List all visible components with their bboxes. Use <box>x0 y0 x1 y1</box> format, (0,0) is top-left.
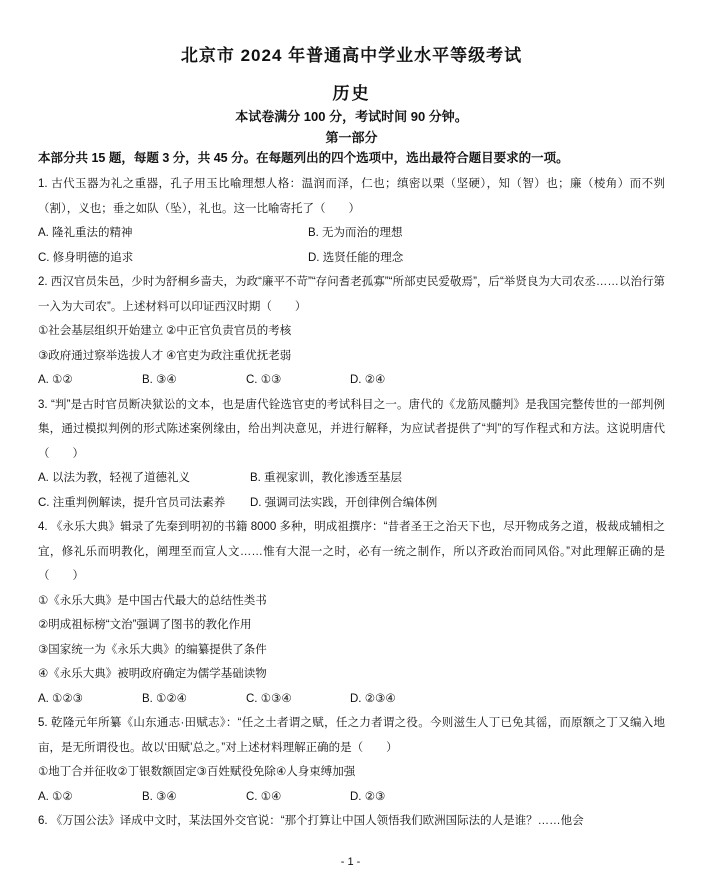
question-2-subitem-3: ③政府通过察举选拔人才 <box>38 349 164 362</box>
question-5-answers <box>38 785 665 810</box>
question-2-answers <box>38 368 665 393</box>
question-5-subitem-3: ③百姓赋役免除 <box>196 766 276 778</box>
question-5-answer-a: A. ①② <box>38 790 73 803</box>
question-4-answer-b: B. ①②④ <box>142 692 187 705</box>
part-one-title: 第一部分 <box>325 130 378 145</box>
question-4-answer-a: A. ①②③ <box>38 692 83 705</box>
question-5-answer-b: B. ③④ <box>142 790 177 803</box>
part-one-instruction: 本部分共 15 题，每题 3 分，共 45 分。在每题列出的四个选项中，选出最符合题目要求的一项。 <box>38 151 569 165</box>
question-5-subitem-4: ④人身束缚加强 <box>275 766 356 778</box>
exam-title: 北京市 2024 年普通高中学业水平等级考试 <box>180 46 523 65</box>
question-3-option-b: B. 重视家训，教化渗透至基层 <box>250 472 403 484</box>
exam-info: 本试卷满分 100 分，考试时间 90 分钟。 <box>235 109 468 124</box>
question-5-stem: 5. 乾隆元年所纂《山东通志·田赋志》：“任之土者谓之赋，任之力者谓之役。今则滋生人丁已免其徭，而原额之丁又编入地亩，是无所谓役也。故以‘田赋’总之。”对上述材料理解正确的是（ ） <box>38 717 665 754</box>
page-number: - 1 - <box>340 856 361 868</box>
question-1-stem: 1. 古代玉器为礼之重器，孔子用玉比喻理想人格：温润而泽，仁也；缜密以栗（坚硬），知（智）也；廉（棱角）而不刿（割），义也；垂之如队（坠），礼也。这一比喻寄托了（ ） <box>38 178 665 215</box>
question-1-options <box>38 221 665 270</box>
question-2-answer-b: B. ③④ <box>142 374 177 386</box>
question-4-answers <box>38 687 665 712</box>
question-2-subitem-2: ②中正官负责官员的考核 <box>166 325 292 337</box>
question-2-subitem-1: ①社会基层组织开始建立 <box>38 325 164 337</box>
question-4 <box>38 515 665 711</box>
question-5-subitem-2: ②丁银数额固定 <box>117 766 197 778</box>
question-4-statement-2: ②明成祖标榜“文治”强调了图书的教化作用 <box>38 619 252 631</box>
question-4-answer-d: D. ②③④ <box>350 692 396 705</box>
question-3 <box>38 393 665 516</box>
question-1-option-b: B. 无为而治的理想 <box>308 227 403 239</box>
question-2-answer-c: C. ①③ <box>246 374 282 386</box>
question-2-answer-d: D. ②④ <box>350 374 386 386</box>
exam-subject: 历史 <box>332 84 371 103</box>
question-2 <box>38 270 665 393</box>
question-5-subitem-1: ①地丁合并征收 <box>38 766 118 778</box>
question-4-statement-3: ③国家统一为《永乐大典》的编纂提供了条件 <box>38 643 267 656</box>
question-4-statement-4: ④《永乐大典》被明政府确定为儒学基础读物 <box>38 668 267 680</box>
question-3-option-d: D. 强调司法实践，开创律例合编体例 <box>250 496 438 509</box>
question-1 <box>38 172 665 270</box>
question-4-answer-c: C. ①③④ <box>246 692 292 705</box>
question-2-stem: 2. 西汉官员朱邑，少时为舒桐乡啬夫，为政“廉平不苛”“存问耆老孤寡”“所部吏民爱敬焉”，后“举贤良为大司农丞……以治行第一入为大司农”。上述材料可以印证西汉时期（ ） <box>38 276 665 313</box>
question-3-option-c: C. 注重判例解读，提升官员司法素养 <box>38 496 226 509</box>
question-6 <box>38 809 665 834</box>
question-3-stem: 3. “判”是古时官员断决狱讼的文本，也是唐代铨选官吏的考试科目之一。唐代的《龙筋凤髓判》是我国完整传世的一部判例集，通过模拟判例的形式陈述案例缘由，给出判决意见，并进行解释，为应试者提供了“判”的写作程式和方法。这说明唐代（ ） <box>38 398 665 460</box>
question-1-option-d: D. 选贤任能的理念 <box>308 251 404 264</box>
question-2-subitems-row-1 <box>38 319 665 344</box>
question-1-option-c: C. 修身明德的追求 <box>38 251 134 264</box>
question-5-subitems <box>38 760 665 785</box>
question-4-statement-1: ①《永乐大典》是中国古代最大的总结性类书 <box>38 594 267 607</box>
question-1-option-a: A. 隆礼重法的精神 <box>38 227 133 239</box>
question-3-option-a: A. 以法为教，轻视了道德礼义 <box>38 472 191 484</box>
question-5-answer-d: D. ②③ <box>350 790 386 803</box>
question-3-options <box>38 466 665 515</box>
question-2-subitems-row-2 <box>38 344 665 369</box>
question-6-stem: 6. 《万国公法》译成中文时，某法国外交官说：“那个打算让中国人领悟我们欧洲国际法的人是谁？……他会 <box>38 815 584 827</box>
question-5 <box>38 711 665 809</box>
question-2-answer-a: A. ①② <box>38 374 73 386</box>
question-4-stem: 4. 《永乐大典》辑录了先秦到明初的书籍 8000 多种，明成祖撰序：“昔者圣王之治天下也，尽开物成务之道，极裁成辅相之宜，修礼乐而明教化，阐理至而宣人文……惟有大混一之时，必有一统之制作，所以齐政治而同风俗。”对此理解正确的是（ ） <box>38 521 665 582</box>
question-5-answer-c: C. ①④ <box>246 790 282 803</box>
question-2-subitem-4: ④官吏为政注重优抚老弱 <box>166 349 292 362</box>
